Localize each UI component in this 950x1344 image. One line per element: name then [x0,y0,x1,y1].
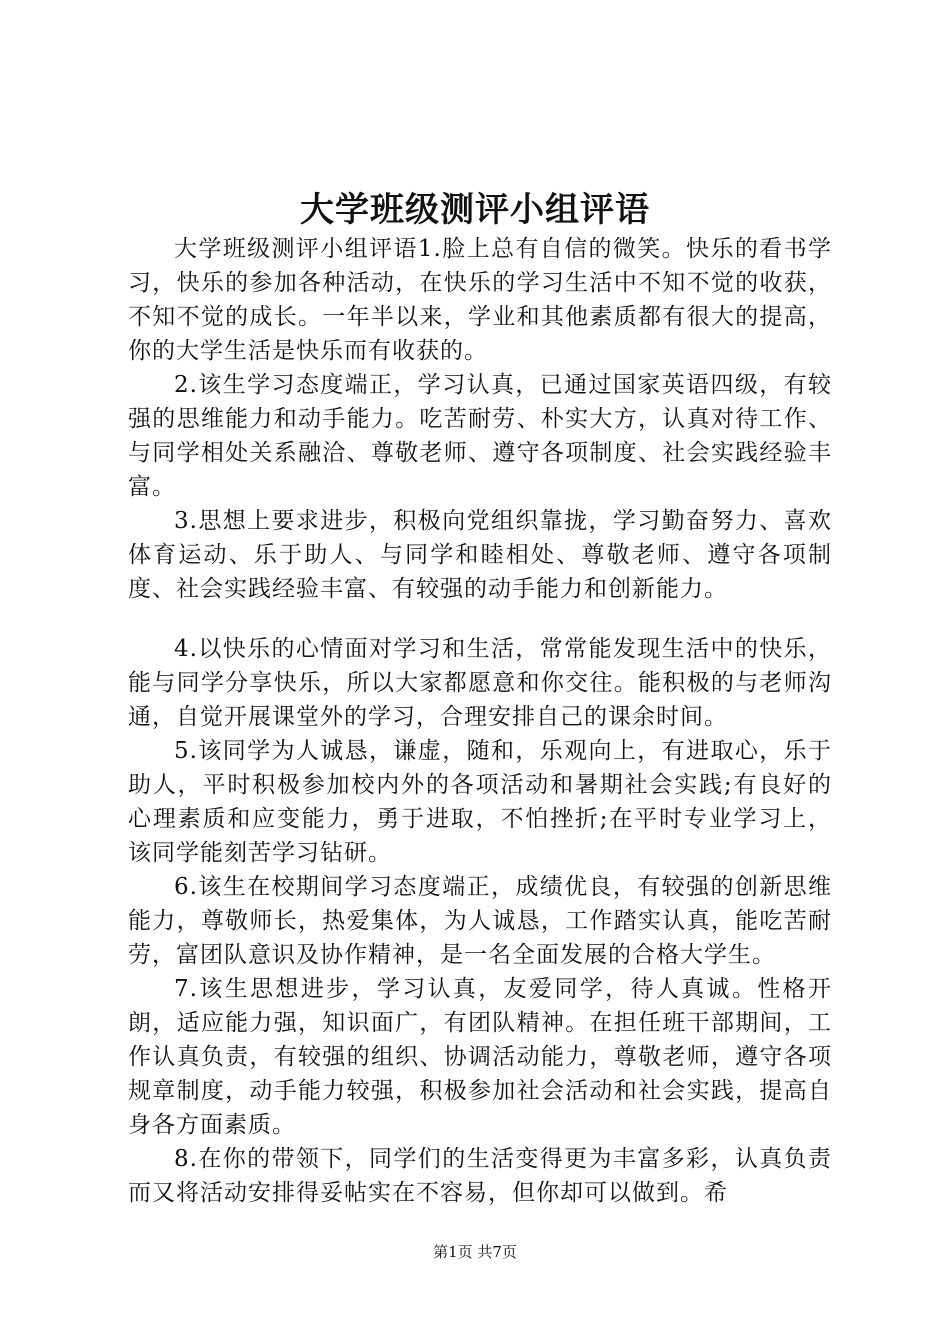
paragraph-5: 5.该同学为人诚恳，谦虚，随和，乐观向上，有进取心，乐于助人，平时积极参加校内外的各项活动和暑期社会实践;有良好的心理素质和应变能力，勇于进取，不怕挫折;在平时专业学习上，该同学能刻苦学习钻研。 [128,738,832,866]
paragraph-6: 6.该生在校期间学习态度端正，成绩优良，有较强的创新思维能力，尊敬师长，热爱集体，为人诚恳，工作踏实认真，能吃苦耐劳，富团队意识及协作精神，是一名全面发展的合格大学生。 [128,874,832,968]
paragraph-7: 7.该生思想进步，学习认真，友爱同学，待人真诚。性格开朗，适应能力强，知识面广，有团队精神。在担任班干部期间，工作认真负责，有较强的组织、协调活动能力，尊敬老师，遵守各项规章制度，动手能力较强，积极参加社会活动和社会实践，提高自身各方面素质。 [128,976,832,1138]
paragraph-2: 2.该生学习态度端正，学习认真，已通过国家英语四级，有较强的思维能力和动手能力。吃苦耐劳、朴实大方，认真对待工作、与同学相处关系融洽、尊敬老师、遵守各项制度、社会实践经验丰富。 [128,372,832,500]
paragraph-4: 4.以快乐的心情面对学习和生活，常常能发现生活中的快乐，能与同学分享快乐，所以大家都愿意和你交往。能积极的与老师沟通，自觉开展课堂外的学习，合理安排自己的课余时间。 [128,636,832,730]
page-title: 大学班级测评小组评语 [300,190,650,230]
paragraph-1: 大学班级测评小组评语1.脸上总有自信的微笑。快乐的看书学习，快乐的参加各种活动，在快乐的学习生活中不知不觉的收获，不知不觉的成长。一年半以来，学业和其他素质都有很大的提高，你的大学生活是快乐而有收获的。 [128,236,832,364]
page-number-footer: 第1页 共7页 [433,1243,517,1261]
paragraph-8: 8.在你的带领下，同学们的生活变得更为丰富多彩，认真负责而又将活动安排得妥帖实在不容易，但你却可以做到。希 [128,1146,832,1206]
paragraph-3: 3.思想上要求进步，积极向党组织靠拢，学习勤奋努力、喜欢体育运动、乐于助人、与同学和睦相处、尊敬老师、遵守各项制度、社会实践经验丰富、有较强的动手能力和创新能力。 [128,508,832,602]
document-body [128,232,832,1210]
